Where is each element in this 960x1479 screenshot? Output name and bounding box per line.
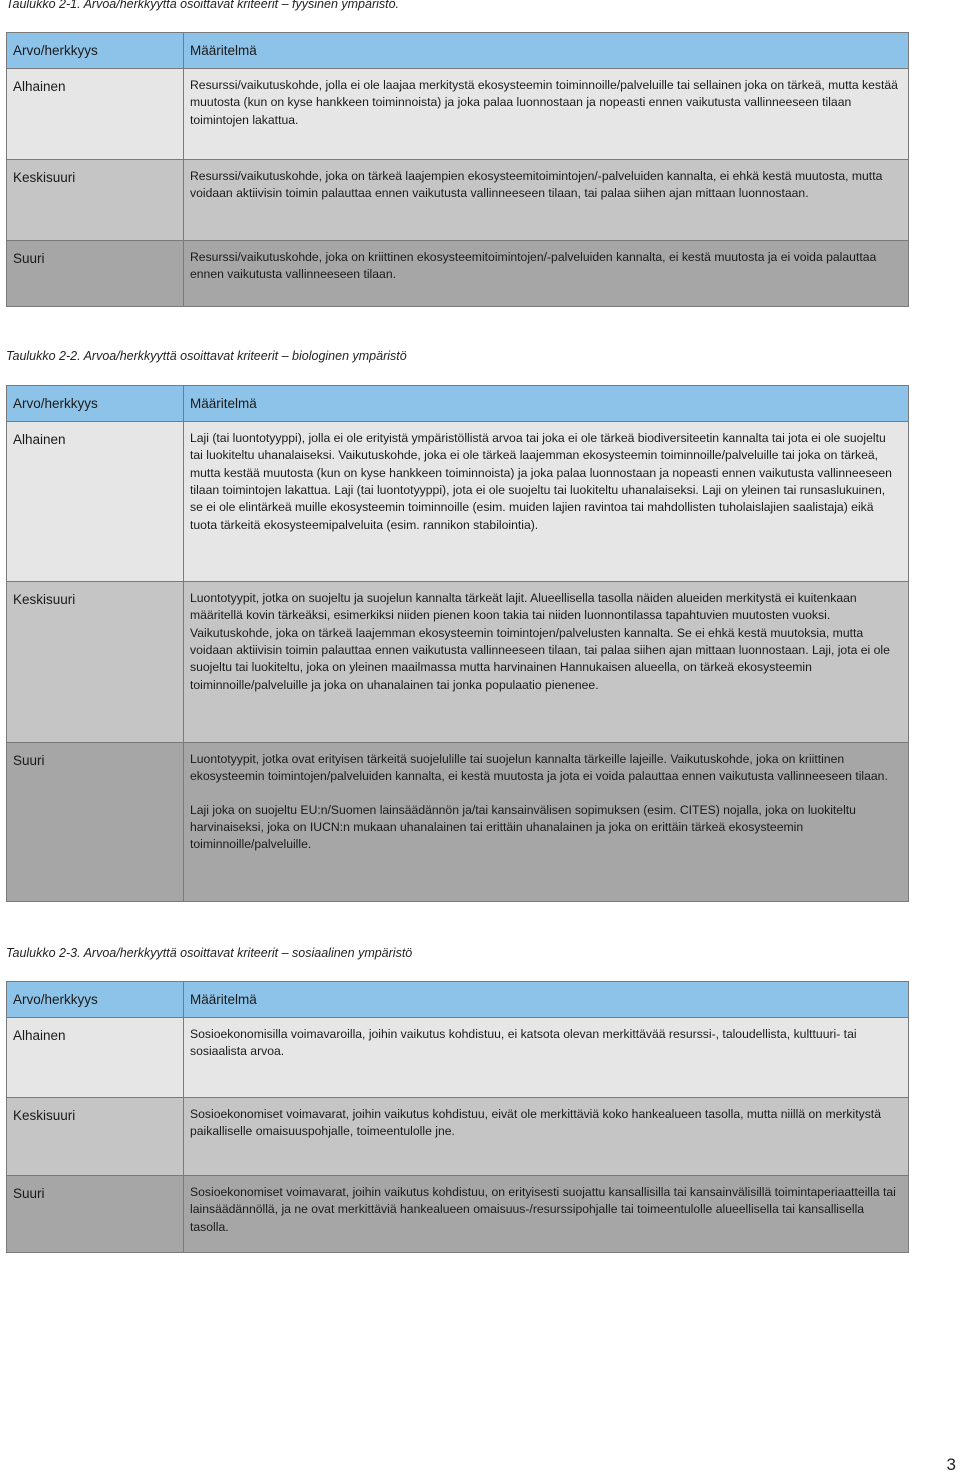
table2-row3-definition (184, 743, 909, 902)
table1-header-definition: Määritelmä (184, 33, 909, 69)
table2-row3-level: Suuri (7, 743, 184, 902)
table3-row3-definition: Sosioekonomiset voimavarat, joihin vaikutus kohdistuu, on erityisesti suojattu kansallisilla tai kansainvälisillä toimintaperiaatteilla tai lainsäädännöllä, ja ne ovat merkittäviä hankealueen omaisuus-/resurssipohjalle tai toimeentulolle alueellisella tai kansallisella tasolla. (184, 1176, 909, 1253)
table2-row2-level: Keskisuuri (7, 582, 184, 743)
table3-caption: Taulukko 2-3. Arvoa/herkkyyttä osoittavat kriteerit – sosiaalinen ympäristö (6, 946, 413, 960)
table1-caption: Taulukko 2-1. Arvoa/herkkyyttä osoittavat kriteerit – fyysinen ympäristö. (6, 0, 399, 11)
table2-row1-level: Alhainen (7, 422, 184, 582)
table2-header-row (7, 386, 909, 422)
table-row (7, 1018, 909, 1098)
table1 (6, 32, 909, 307)
table3-caption-prefix: Taulukko 2-3. Arvoa/herkkyyttä osoittavat kriteerit (6, 946, 279, 960)
table2-caption-prefix: Taulukko 2-2. Arvoa/herkkyyttä osoittavat kriteerit (6, 349, 279, 363)
table3-header-definition: Määritelmä (184, 982, 909, 1018)
table-row (7, 1176, 909, 1253)
table-row (7, 422, 909, 582)
table3-row2-definition: Sosioekonomiset voimavarat, joihin vaikutus kohdistuu, eivät ole merkittäviä koko hankealueen tasolla, mutta niillä on merkitystä paikalliselle omaisuuspohjalle, toimeentulolle jne. (184, 1098, 909, 1176)
table3-row3-level: Suuri (7, 1176, 184, 1253)
table3-row2-level: Keskisuuri (7, 1098, 184, 1176)
table1-header-row (7, 33, 909, 69)
table3 (6, 981, 909, 1253)
table3-caption-topic: sosiaalinen ympäristö (292, 946, 413, 960)
table-row (7, 241, 909, 307)
table2-row3-paragraph2: Laji joka on suojeltu EU:n/Suomen lainsäädännön ja/tai kansainvälisen sopimuksen (esim. CITES) nojalla, joka on luokiteltu harvinaiseksi, joka on IUCN:n mukaan uhanalainen tai erittäin uhanalainen ja joka on erittäin tärkeä ekosysteemin toiminnoille/palveluille. (190, 802, 856, 852)
table1-row2-definition: Resurssi/vaikutuskohde, joka on tärkeä laajempien ekosysteemitoimintojen/-palveluiden kannalta, ei ehkä kestä muutosta, mutta voidaan aktiivisin toimin palauttaa ennen vaikutusta vallinneeseen tilaan, tai palaa siihen ajan mittaan luonnostaan. (184, 160, 909, 241)
table1-caption-topic: fyysinen ympäristö. (292, 0, 400, 11)
table3-header-row (7, 982, 909, 1018)
table1-row3-level: Suuri (7, 241, 184, 307)
page-number: 3 (946, 1455, 956, 1474)
table-row (7, 582, 909, 743)
table1-row1-level: Alhainen (7, 69, 184, 160)
table2-row1-definition: Laji (tai luontotyyppi), jolla ei ole erityistä ympäristöllistä arvoa tai joka ei ole tärkeä biodiversiteetin kannalta tai jota ei ole suojeltu tai luokiteltu uhanalaiseksi. Vaikutuskohde, joka ei ole tärkeä laajemman ekosysteemin toiminnoille/palveluille tai joka on tärkeä, mutta kestää muutosta (kun on kyse hankkeen toiminnoista) ja joka palaa luonnostaan ja nopeasti ennen vaikutusta vallinneeseen tilaan toimintojen lakattua. Laji (tai luontotyyppi), jota ei ole suojeltu tai luokiteltu uhanalaiseksi. Laji on yleinen tai runsaslukuinen, se ei ole elintärkeä muille ekosysteemin toiminnoille (esim. muiden lajien ravintoa tai mahdollisten tuholaislajien saalistaja) eikä tuota tärkeitä ekosysteemipalveluita (esim. rannikon stabilointia). (184, 422, 909, 582)
table2-row2-definition: Luontotyypit, jotka on suojeltu ja suojelun kannalta tärkeät lajit. Alueellisella tasolla näiden alueiden merkitystä ei kuitenkaan määritellä kovin tärkeäksi, esimerkiksi niiden pienen koon takia tai niiden luonnontilassa tapahtuvien muutosten vuoksi. Vaikutuskohde, joka on tärkeä laajemman ekosysteemin toimintojen/palvelusten kannalta. Se ei ehkä kestä muutoksia, mutta voidaan aktiivisin toimin palauttaa ennen vaikutusta vallinneeseen tilaan, tai palaa siihen ajan mittaan luonnostaan. Laji, jota ei ole suojeltu tai luokiteltu, joka on yleinen maailmassa mutta harvinainen Hannukaisen alueella, on tärkeä ekosysteemin toiminnoille/palveluille ja joka on uhanalainen tai jonka populaatio pienenee. (184, 582, 909, 743)
table1-row1-definition: Resurssi/vaikutuskohde, jolla ei ole laajaa merkitystä ekosysteemin toiminnoille/palveluille tai sellainen joka on tärkeä, mutta kestää muutosta (kun on kyse hankkeen toiminnoista) ja joka palaa luonnostaan ja nopeasti ennen vaikutusta vallinneeseen tilaan toimintojen lakattua. (184, 69, 909, 160)
table-row (7, 160, 909, 241)
table1-row2-level: Keskisuuri (7, 160, 184, 241)
table2-header-definition: Määritelmä (184, 386, 909, 422)
table-row (7, 1098, 909, 1176)
table-row (7, 743, 909, 902)
table3-header-level: Arvo/herkkyys (7, 982, 184, 1018)
table2-row3-paragraph1: Luontotyypit, jotka ovat erityisen tärkeitä suojelulille tai suojelun kannalta tärkeille lajeille. Vaikutuskohde, joka on kriittinen ekosysteemin toimintojen/palveluiden kannalta, ei kestä muutosta ja jota ei voida palauttaa ennen vaikutusta vallinneeseen tilaan. (190, 752, 888, 784)
table3-row1-level: Alhainen (7, 1018, 184, 1098)
table1-row3-definition: Resurssi/vaikutuskohde, joka on kriittinen ekosysteemitoimintojen/-palveluiden kannalta, ei kestä muutosta ja ei voida palauttaa ennen vaikutusta vallinneeseen tilaan. (184, 241, 909, 307)
table-row (7, 69, 909, 160)
table2-header-level: Arvo/herkkyys (7, 386, 184, 422)
table2 (6, 385, 909, 902)
table1-header-level: Arvo/herkkyys (7, 33, 184, 69)
table2-caption-topic: biologinen ympäristö (292, 349, 407, 363)
table3-row1-definition: Sosioekonomisilla voimavaroilla, joihin vaikutus kohdistuu, ei katsota olevan merkittävää resurssi-, taloudellista, kulttuuri- tai sosiaalista arvoa. (184, 1018, 909, 1098)
table2-caption: Taulukko 2-2. Arvoa/herkkyyttä osoittavat kriteerit – biologinen ympäristö (6, 349, 407, 363)
table1-caption-prefix: Taulukko 2-1. Arvoa/herkkyyttä osoittavat kriteerit (6, 0, 279, 11)
